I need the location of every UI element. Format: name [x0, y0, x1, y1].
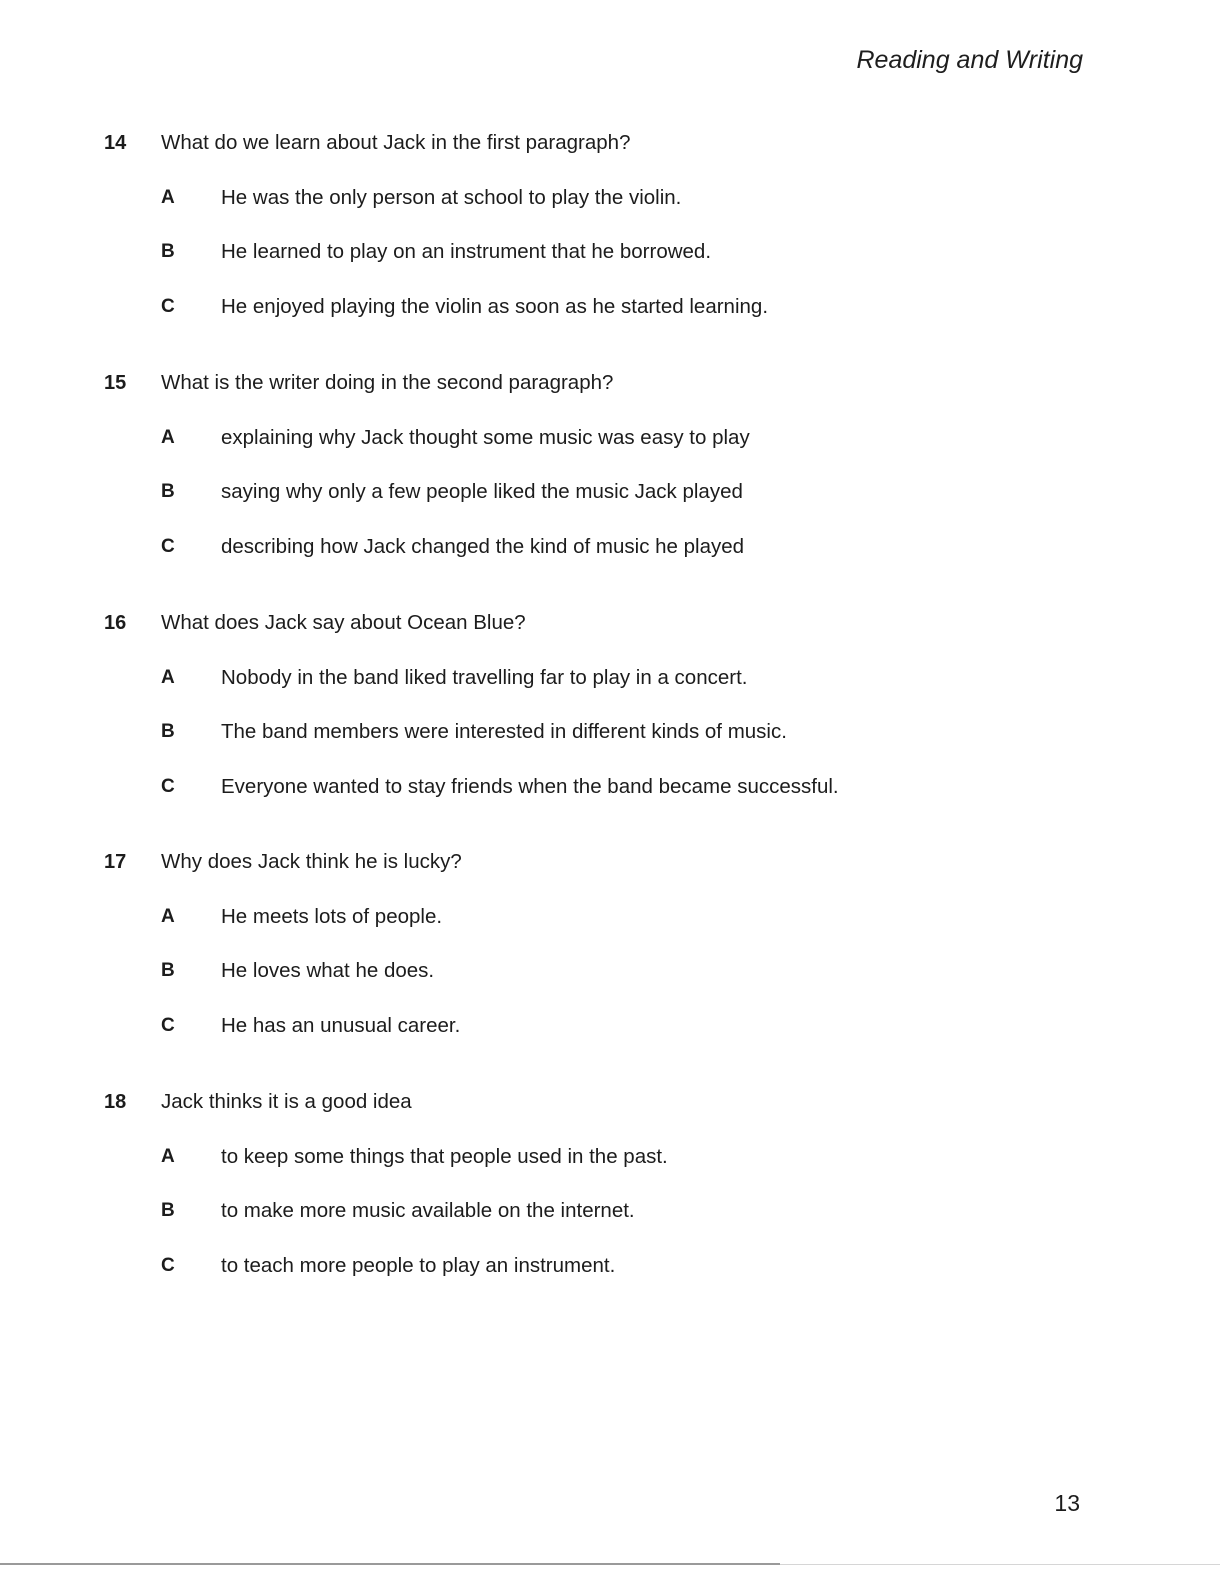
option-text: Everyone wanted to stay friends when the band became successful.	[221, 774, 839, 798]
question-text: What do we learn about Jack in the first paragraph?	[161, 131, 631, 154]
option-text: He learned to play on an instrument that he borrowed.	[221, 240, 712, 263]
scan-edge-line	[0, 1563, 780, 1565]
option-letter: A	[161, 426, 175, 448]
question-number: 15	[104, 372, 127, 394]
option-c[interactable]	[0, 292, 1225, 322]
option-text: The band members were interested in different kinds of music.	[221, 720, 787, 743]
question-number: 16	[104, 612, 127, 634]
question-text: Why does Jack think he is lucky?	[161, 850, 462, 873]
question-16	[0, 608, 1225, 802]
option-text: He meets lots of people.	[221, 904, 443, 928]
option-a[interactable]	[0, 1142, 1225, 1172]
option-text: He was the only person at school to play the violin.	[221, 185, 682, 209]
option-c[interactable]	[0, 772, 1225, 802]
option-letter: A	[161, 905, 175, 927]
option-letter: B	[161, 1200, 175, 1221]
option-text: to make more music available on the internet.	[221, 1199, 635, 1222]
option-a[interactable]	[0, 902, 1225, 932]
section-title: Reading and Writing	[856, 46, 1083, 74]
option-letter: C	[161, 535, 175, 557]
option-text: saying why only a few people liked the music Jack played	[221, 480, 743, 503]
question-14	[0, 128, 1225, 322]
option-letter: A	[161, 1145, 175, 1167]
option-text: to keep some things that people used in the past.	[221, 1144, 668, 1168]
option-b[interactable]	[0, 477, 1225, 507]
option-text: to teach more people to play an instrument.	[221, 1253, 616, 1277]
option-c[interactable]	[0, 1251, 1225, 1281]
option-letter: A	[161, 666, 175, 688]
option-letter: B	[161, 241, 175, 262]
option-b[interactable]	[0, 237, 1225, 267]
option-letter: B	[161, 721, 175, 742]
question-text: What does Jack say about Ocean Blue?	[161, 611, 526, 634]
option-letter: C	[161, 1254, 175, 1276]
question-18	[0, 1087, 1225, 1281]
option-a[interactable]	[0, 183, 1225, 213]
option-letter: C	[161, 1014, 175, 1036]
question-17	[0, 847, 1225, 1041]
option-c[interactable]	[0, 532, 1225, 562]
option-letter: B	[161, 481, 175, 502]
question-15	[0, 368, 1225, 562]
option-b[interactable]	[0, 1196, 1225, 1226]
option-text: He loves what he does.	[221, 959, 435, 982]
option-letter: A	[161, 186, 175, 208]
option-text: explaining why Jack thought some music was easy to play	[221, 425, 750, 449]
option-b[interactable]	[0, 956, 1225, 986]
option-text: describing how Jack changed the kind of music he played	[221, 534, 745, 558]
question-number: 17	[104, 851, 127, 873]
question-number: 14	[104, 132, 127, 154]
question-text: What is the writer doing in the second paragraph?	[161, 371, 614, 394]
page-number: 13	[1054, 1490, 1080, 1516]
scan-edge-line	[780, 1564, 1220, 1565]
question-text: Jack thinks it is a good idea	[161, 1090, 412, 1113]
option-b[interactable]	[0, 717, 1225, 747]
option-c[interactable]	[0, 1011, 1225, 1041]
option-letter: C	[161, 295, 175, 317]
option-letter: C	[161, 775, 175, 797]
option-text: Nobody in the band liked travelling far to play in a concert.	[221, 665, 748, 689]
option-letter: B	[161, 960, 175, 981]
option-text: He enjoyed playing the violin as soon as he started learning.	[221, 294, 769, 318]
question-number: 18	[104, 1091, 127, 1113]
option-text: He has an unusual career.	[221, 1013, 461, 1037]
option-a[interactable]	[0, 663, 1225, 693]
option-a[interactable]	[0, 423, 1225, 453]
